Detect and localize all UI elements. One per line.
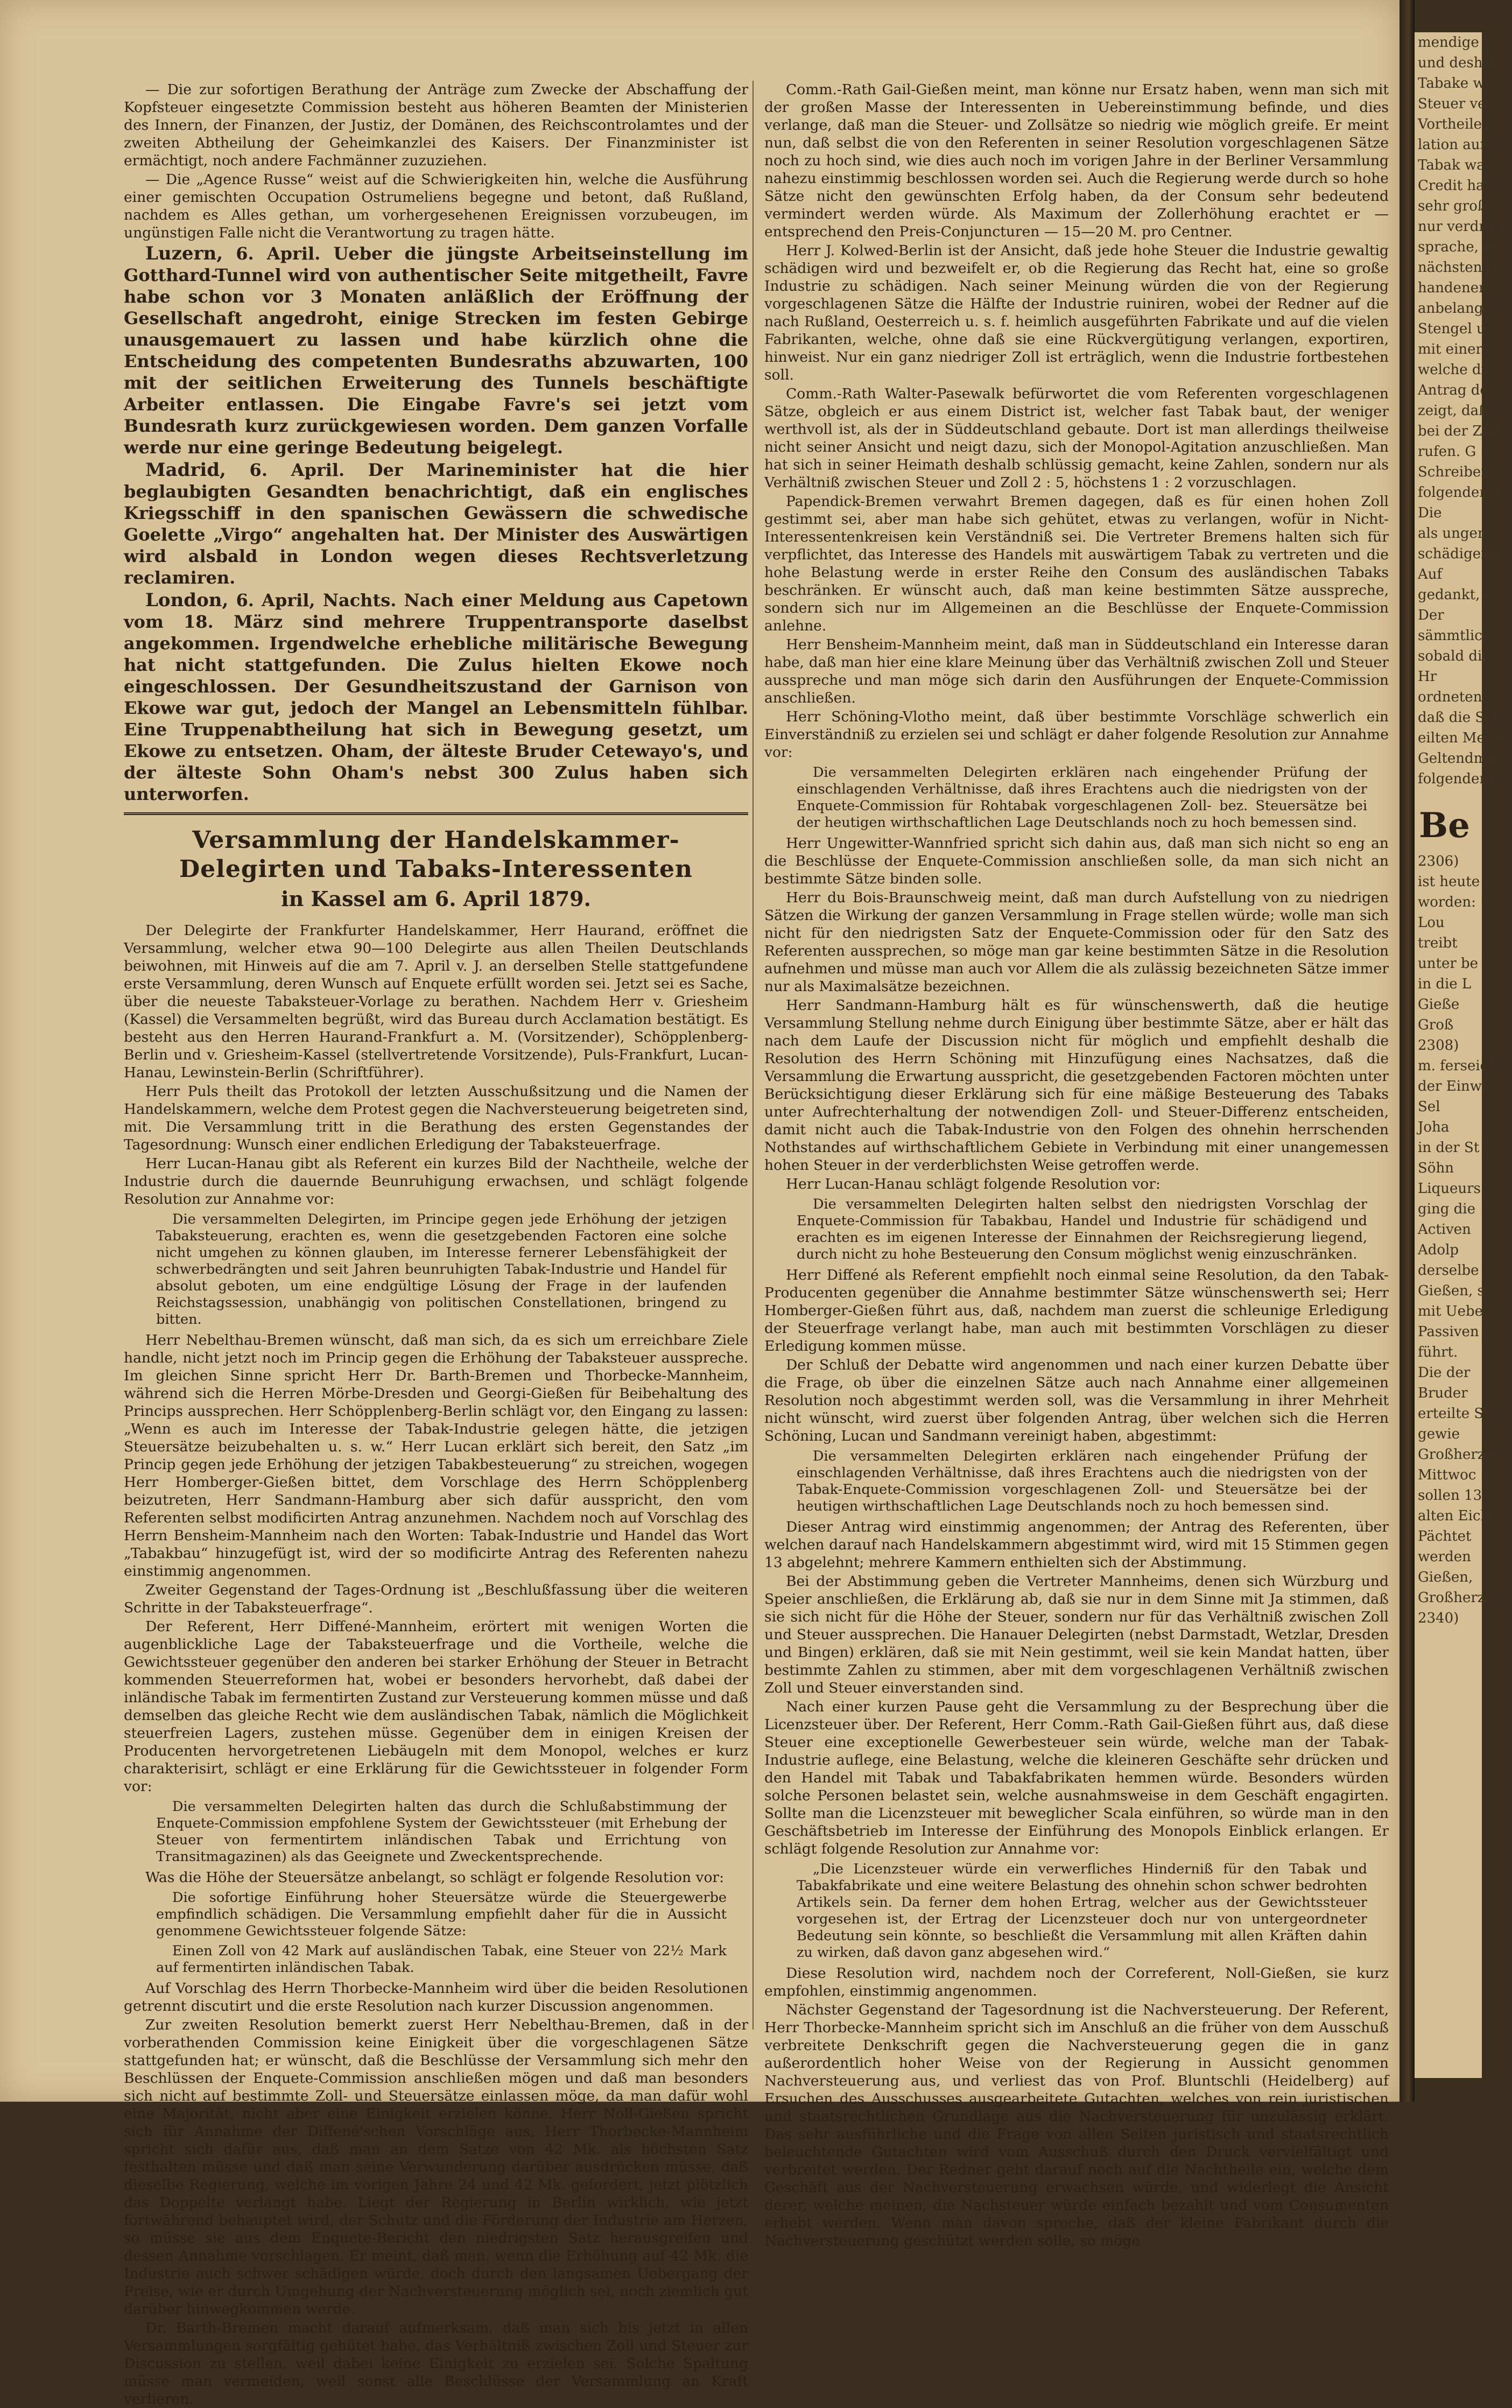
next-page-line: Steuer ver <box>1418 96 1493 112</box>
next-page-line: Gießen, <box>1418 1569 1473 1585</box>
next-page-line: sprache, zu <box>1418 239 1500 255</box>
left-column <box>124 81 748 2407</box>
section-rule <box>124 812 748 815</box>
next-page-line: treibt <box>1418 935 1458 951</box>
news-item <box>124 459 748 588</box>
paragraph: Dr. Barth-Bremen macht darauf aufmerksam, daß man sich bis jetzt in allen Versammlungen sorgfältig gehütet habe, das Verhältniß zwischen Zoll und Steuer zur Discussion zu stellen, weil dabei keine Einigkeit zu erzielen sei. Solche Spaltung müsse man vermeiden, weil sonst alle Beschlüsse der Versammlung an Kraft verlieren. <box>124 2320 748 2407</box>
next-page-line: Söhn <box>1418 1160 1454 1176</box>
next-page-line: mit einer <box>1418 341 1482 357</box>
resolution-quote: Einen Zoll von 42 Mark auf ausländischen Tabak, eine Steuer von 22½ Mark auf fermentirten inländischen Tabak. <box>156 1943 727 1976</box>
next-page-line: worden: <box>1418 894 1476 910</box>
paragraph: Der Delegirte der Frankfurter Handelskammer, Herr Haurand, eröffnet die Versammlung, welcher etwa 90—100 Delegirte aus allen Theilen Deutschlands beiwohnen, mit Hinweis auf die am 7. April v. J. an derselben Stelle stattgefundene erste Versammlung, deren Wunsch auf Enquete erfüllt worden sei. Jetzt sei es Sache, über die neueste Tabaksteuer-Vorlage zu berathen. Nachdem Herr v. Griesheim (Kassel) die Versammelten begrüßt, wird das Bureau durch Acclamation bestätigt. Es besteht aus den Herren Haurand-Frankfurt a. M. (Vorsitzender), Schöpplenberg-Berlin und v. Griesheim-Kassel (stellvertretende Vorsitzende), Puls-Frankfurt, Lucan-Hanau, Lewinstein-Berlin (Schriftführer). <box>124 922 748 1081</box>
next-page-line: Der <box>1418 607 1444 623</box>
news-item <box>124 171 748 242</box>
paragraph: Herr du Bois-Braunschweig meint, daß man durch Aufstellung von zu niedrigen Sätzen die Wirkung der ganzen Versammlung in Frage stellen würde; wolle man sich nicht für den niedrigsten Satz der Enquete-Commission oder für den Satz des Referenten aussprechen, so möge man gar keine bestimmten Sätze in die Resolution aufnehmen und müsse man auch vor Allem die als zulässig bezeichneten Sätze immer nur als Maximalsätze bezeichnen. <box>764 889 1389 995</box>
next-page-line: Tabake we <box>1418 75 1494 92</box>
next-page-ad-text <box>1415 851 1502 1628</box>
paragraph: Herr Nebelthau-Bremen wünscht, daß man sich, da es sich um erreichbare Ziele handle, nicht jetzt noch im Princip gegen die Erhöhung der Tabaksteuer ausspreche. Im gleichen Sinne spricht Herr Dr. Barth-Bremen und Thorbecke-Mannheim, während sich die Herren Mörbe-Dresden und Georgi-Gießen für Beibehaltung des Princips aussprechen. Herr Schöpplenberg-Berlin schlägt vor, den Eingang zu lassen: „Wenn es auch im Interesse der Tabak-Industrie gelegen hätte, die jetzigen Steuersätze beizubehalten u. s. w.“ Herr Lucan erklärt sich bereit, den Satz „im Princip gegen jede Erhöhung der jetzigen Tabakbesteuerung“ zu streichen, wogegen Herr Homberger-Gießen bittet, dem Vorschlage des Herrn Schöpplenberg beizutreten, Herr Sandmann-Hamburg aber sich dafür ausspricht, den vom Referenten selbst modificirten Antrag anzunehmen. Nachdem noch auf Vorschlag des Herrn Bensheim-Mannheim nach den Worten: Tabak-Industrie und Handel das Wort „Tabakbau“ hinzugefügt ist, wird der so modificirte Antrag des Referenten nahezu einstimmig angenommen. <box>124 1332 748 1579</box>
news-text: — Die zur sofortigen Berathung der Anträge zum Zwecke der Abschaffung der Kopfsteuer eingesetzte Commission besteht aus höheren Beamten der Ministerien des Innern, der Finanzen, der Justiz, der Domänen, des Reichscontrolamtes und der zweiten Abtheilung der Geheimkanzlei des Kaisers. Der Finanzminister ist ermächtigt, noch andere Fachmänner zuzuziehen. <box>124 81 748 169</box>
next-page-line: in die L <box>1418 976 1472 992</box>
next-page-line: sobald die G <box>1418 648 1506 664</box>
article-body-left <box>124 922 748 2408</box>
next-page-line: daß die Sch <box>1418 710 1502 726</box>
next-page-line: sehr große <box>1418 198 1495 214</box>
news-dateline: Luzern, <box>145 243 223 264</box>
news-item <box>124 81 748 170</box>
next-page-line: zeigt, daß <box>1418 403 1488 419</box>
right-column <box>764 81 1389 2249</box>
next-page-line: folgender Re <box>1418 771 1510 787</box>
next-page-line: Sel <box>1418 1099 1440 1115</box>
news-text: 6. April, Nachts. Nach einer Meldung aus Capetown vom 18. März sind mehrere Truppentransporte daselbst angekommen. Irgendwelche erhebliche militärische Bewegung hat nicht stattgefunden. Die Zulus hielten Ekowe noch eingeschlossen. Der Gesundheitszustand der Garnison von Ekowe war gut, jedoch der Mangel an Lebensmitteln fühlbar. Eine Truppenabtheilung hat sich in Bewegung gesetzt, um Ekowe zu entsetzen. Oham, der älteste Bruder Cetewayo's, und der älteste Sohn Oham's nebst 300 Zulus haben sich unterworfen. <box>124 590 748 804</box>
paragraph: Zur zweiten Resolution bemerkt zuerst Herr Nebelthau-Bremen, daß in der vorberathenden Commission keine Einigkeit über die vorgeschlagenen Sätze stattgefunden hat; er wünscht, daß die Beschlüsse der Versammlung sich mehr den Beschlüssen der Enquete-Commission anschließen mögen und daß man besonders sich nicht auf bestimmte Zoll- und Steuersätze einlassen möge, da man dafür wohl eine Majorität, nicht aber eine Einigkeit erzielen könne. Herr Noll-Gießen spricht sich für Annahme der Diffené'schen Vorschläge aus, Herr Thorbecke-Mannheim spricht sich dafür aus, daß man an dem Satze von 42 Mk. als höchsten Satz festhalten müsse und daß man seine Verwunderung darüber ausdrücken müsse, daß dieselbe Regierung, welche im vorigen Jahre 24 und 42 Mk. gefordert, jetzt plötzlich das Doppelte verlangt habe. Liegt der Regierung in Berlin wirklich, wie jetzt fortwährend behauptet wird, der Schutz und die Förderung der Industrie am Herzen, so müsse sie aus dem Enquete-Bericht den niedrigsten Satz herausgreifen und dessen Annahme vorschlagen. Er meint, daß man, wenn die Erhöhung auf 42 Mk. die Industrie auch schwer schädigen würde, doch durch den langsamen Uebergang der Preise, wie er durch Umgehung der Nachversteuerung möglich sei, noch ziemlich gut darüber hinwegkommen werde. <box>124 2017 748 2318</box>
paragraph: Herr Bensheim-Mannheim meint, daß man in Süddeutschland ein Interesse daran habe, daß man hier eine klare Meinung über das Verhältniß zwischen Zoll und Steuer ausspreche und man möge sich darin den Ausführungen der Enquete-Commission anschließen. <box>764 636 1389 706</box>
resolution-quote: Die sofortige Einführung hoher Steuersätze würde die Steuergewerbe empfindlich schädigen. Die Versammlung empfiehlt daher für die in Aussicht genommene Gewichtssteuer folgende Sätze: <box>156 1890 727 1939</box>
next-page-edge <box>1415 32 1512 2078</box>
next-page-line: Pächtet <box>1418 1528 1472 1545</box>
next-page-line: Die der <box>1418 1365 1471 1381</box>
next-page-line: Groß <box>1418 1017 1454 1033</box>
next-page-line: Hr <box>1418 669 1437 685</box>
next-page-line: der Einwo <box>1418 1078 1490 1094</box>
next-page-line: sollen 13 <box>1418 1487 1482 1504</box>
next-page-ad-heading: Be <box>1419 805 1470 846</box>
paragraph: Nächster Gegenstand der Tagesordnung ist die Nachversteuerung. Der Referent, Herr Thorbecke-Mannheim spricht sich im Anschluß an die früher von dem Ausschuß verbreitete Denkschrift gegen die Nachversteuerung gegen die in ganz außerordentlich hoher Weise von der Regierung in Aussicht genommen Nachversteuerung aus, und verliest das von Prof. Bluntschli (Heidelberg) auf Ersuchen des Ausschusses ausgearbeitete Gutachten, welches von rein juristischen und staatsrechtlichen Grundlage aus die Nachversteuerung für unzulässig erklärt. Das sehr ausführliche und die Frage von allen Seiten juristisch und staatsrechtlich beleuchtende Gutachten wird vom Ausschuß durch den Druck vervielfältigt und verbreitet werden. Der Redner geht darauf noch auf die Nachtheile ein, welche dem Geschäft aus der Nachversteuerung erwachsen würde, und widerlegt die Ansicht derer, welche meinen, die Nachsteuer würde einfach bezahlt und vom Consumenten erhebt werden. Wenn man davon spreche, daß der kleine Fabrikant durch die Nachversteuerung geschützt werden solle, so möge <box>764 2002 1389 2249</box>
next-page-line: 2308) <box>1418 1037 1459 1054</box>
next-page-line: ging die <box>1418 1201 1475 1217</box>
news-items <box>124 81 748 805</box>
paragraph: Comm.-Rath Walter-Pasewalk befürwortet die vom Referenten vorgeschlagenen Sätze, obgleich er aus einem District ist, welcher fast Tabak baut, der weniger werthvoll ist, als der in Süddeutschland gebaute. Dort ist man allerdings theilweise nicht seiner Ansicht und neigt dazu, sich der Monopol-Agitation anzuschließen. Man hat sich in seiner Heimath deshalb schlüssig gemacht, keine Zahlen, sondern nur als Verhältniß zwischen Steuer und Zoll 2 : 5, höchstens 1 : 2 vorzuschlagen. <box>764 385 1389 491</box>
next-page-line: Gießen, s <box>1418 1283 1485 1299</box>
next-page-line: Antrag der <box>1418 382 1495 398</box>
next-page-line: mit Uebe <box>1418 1303 1483 1319</box>
next-page-line: bei der Zeit <box>1418 423 1501 439</box>
next-page-line: anbelangt, <box>1418 300 1494 317</box>
resolution-quote: Die versammelten Delegirten halten das durch die Schlußabstimmung der Enquete-Commission empfohlene System der Gewichtssteuer (mit Erhebung der Steuer von fermentirtem inländischen Tabak und Errichtung von Transitmagazinen) als das Geeignete und Zweckentsprechende. <box>156 1799 727 1865</box>
next-page-line: ordneten sel <box>1418 689 1507 705</box>
next-page-line: erteilte S <box>1418 1406 1484 1422</box>
next-page-line: mendige S <box>1418 34 1493 51</box>
paragraph: Der Referent, Herr Diffené-Mannheim, erörtert mit wenigen Worten die augenblickliche Lage der Tabaksteuerfrage und die Vortheile, welche die Gewichtssteuer gegenüber den anderen bei starker Erhöhung der Steuer in Betracht kommenden Steuerreformen hat, wobei er besonders hervorhebt, daß dabei der inländische Tabak im fermentirten Zustand zur Versteuerung kommen müsse und daß demselben das gleiche Recht wie dem ausländischen Tabak, nämlich die Möglichkeit steuerfreien Lagers, zustehen müsse. Gegenüber dem in einigen Kreisen der Producenten hervorgetretenen Liebäugeln mit dem Monopol, welches er kurz charakterisirt, schlägt er eine Erklärung für die Gewichtssteuer in folgender Form vor: <box>124 1618 748 1795</box>
next-page-line: eilten Meinu <box>1418 730 1508 746</box>
next-page-line: welche die <box>1418 362 1494 378</box>
news-text: — Die „Agence Russe“ weist auf die Schwierigkeiten hin, welche die Ausführung einer gemischten Occupation Ostrumeliens begegne und betont, daß Rußland, nachdem es Alles gethan, um vorhergesehenen Ereignissen vorzubeugen, im ungünstigen Falle nicht die Verantwortung zu tragen hätte. <box>124 171 748 241</box>
next-page-line: unter be <box>1418 956 1479 972</box>
next-page-line: Stengel un <box>1418 321 1495 337</box>
paragraph: Papendick-Bremen verwahrt Bremen dagegen, daß es für einen hohen Zoll gestimmt sei, aber man habe sich gehütet, etwas zu verlangen, wofür in Nicht-Interessentenkreisen kein Verständniß sei. Die Vertreter Bremens halten sich für verpflichtet, das Interesse des Handels mit auswärtigem Tabak zu vertreten und die hohe Belastung werde in erster Reihe den Consum des ausländischen Tabaks beschränken. Er wünscht auch, daß man keine bestimmten Sätze ausspreche, sondern sich nur im Allgemeinen an die Beschlüsse der Enquete-Commission anlehne. <box>764 493 1389 634</box>
resolution-quote: Die versammelten Delegirten erklären nach eingehender Prüfung der einschlagenden Verhältnisse, daß ihres Erachtens auch die niedrigsten von der Enquete-Commission für Rohtabak vorgeschlagenen Zoll- bez. Steuersätze bei der heutigen wirthschaftlichen Lage Deutschlands noch zu hoch bemessen sind. <box>797 764 1367 831</box>
next-page-line: Joha <box>1418 1119 1450 1135</box>
paragraph: Comm.-Rath Gail-Gießen meint, man könne nur Ersatz haben, wenn man sich mit der großen Masse der Interessenten in Uebereinstimmung befinde, und dies verlange, daß man die Steuer- und Zollsätze so niedrig wie möglich greife. Er meint nun, daß selbst die von den Referenten in seiner Resolution vorgeschlagenen Sätze noch zu hoch sind, wie dies auch noch im vorigen Jahre in der Berliner Versammlung nahezu einstimmig beschlossen worden sei. Auch die Regierung werde durch so hohe Sätze nicht den gewünschten Erfolg haben, da der Consum sehr bedeutend vermindert werden würde. Als Maximum der Zollerhöhung erachtet er — entsprechend den Preis-Conjuncturen — 15—20 M. pro Centner. <box>764 81 1389 240</box>
next-page-line: rufen. G <box>1418 444 1476 460</box>
paragraph: Herr Schöning-Vlotho meint, daß über bestimmte Vorschläge schwerlich ein Einverständniß zu erzielen sei und schlägt er daher folgende Resolution zur Annahme vor: <box>764 708 1389 761</box>
next-page-line: Mittwoc <box>1418 1467 1476 1483</box>
next-page-line: alten Eich <box>1418 1508 1490 1524</box>
next-page-line: in der St <box>1418 1140 1480 1156</box>
paragraph: Was die Höhe der Steuersätze anbelangt, so schlägt er folgende Resolution vor: <box>145 1869 725 1886</box>
news-dateline: London, <box>145 589 229 611</box>
paragraph: Diese Resolution wird, nachdem noch der Correferent, Noll-Gießen, sie kurz empfohlen, einstimmig angenommen. <box>764 1965 1389 1999</box>
next-page-line: gedankt, ob <box>1418 587 1502 603</box>
next-page-line: lation auf <box>1418 137 1486 153</box>
column-rule <box>753 81 754 2030</box>
paragraph: Bei der Abstimmung geben die Vertreter Mannheims, denen sich Würzburg und Speier anschließen, die Erklärung ab, daß sie nur in dem Sinne mit Ja stimmen, daß sie sich nicht für die Höhe der Steuer, sondern nur für das Verhältniß zwischen Zoll und Steuer aussprechen. Die Hanauer Delegirten (nebst Darmstadt, Wetzlar, Dresden und Bingen) erklären, daß sie mit Nein gestimmt, weil sie kein Mandat hatten, über bestimmte Zahlen zu stimmen, aber mit dem vorgeschlagenen Verhältniß zwischen Zoll und Steuer einverstanden sind. <box>764 1573 1389 1696</box>
news-item <box>124 589 748 805</box>
news-text: 6. April. Ueber die jüngste Arbeitseinstellung im Gotthard-Tunnel wird von authentischer Seite mitgetheilt, Favre habe schon vor 3 Monaten anläßlich der Eröffnung der Gesellschaft angedroht, einige Strecken im festen Gebirge unausgemauert zu lassen und habe kürzlich ohne die Entscheidung des competenten Bundesraths abzuwarten, 100 mit der seitlichen Erweiterung des Tunnels beschäftigte Arbeiter entlassen. Die Eingabe Favre's sei jetzt vom Bundesrath kurz zurückgewiesen worden. Dem ganzen Vorfalle werde nur eine geringe Bedeutung beigelegt. <box>124 243 748 458</box>
next-page-line: Passiven <box>1418 1324 1479 1340</box>
next-page-line: Adolp <box>1418 1242 1459 1258</box>
paragraph: Dieser Antrag wird einstimmig angenommen; der Antrag des Referenten, über welchen darauf nach Handelskammern abgestimmt wird, wird mit 15 Stimmen gegen 13 abgelehnt; mehrere Kammern enthielten sich der Abstimmung. <box>764 1519 1389 1571</box>
article-body-right <box>764 81 1389 2250</box>
paragraph: Der Schluß der Debatte wird angenommen und nach einer kurzen Debatte über die Frage, ob über die einzelnen Sätze auch nach Annahme einer allgemeinen Resolution noch abgestimmt werden soll, was die Versammlung in ihrer Mehrheit nicht wünscht, wird zuerst über folgenden Antrag, über welchen sich die Herren Schöning, Lucan und Sandmann vereinigt haben, abgestimmt: <box>764 1357 1389 1444</box>
resolution-quote: „Die Licenzsteuer würde ein verwerfliches Hinderniß für den Tabak und Tabakfabrikate und eine weitere Belastung des ohnehin schon schwer bedrohten Artikels sein. Da ferner dem hohen Ertrag, welcher aus der Gewichtssteuer vorgesehen ist, der Ertrag der Licenzsteuer doch nur von untergeordneter Bedeutung sein könnte, so beschließt die Versammlung mit allen Kräften dahin zu wirken, daß davon ganz abgesehen wird.“ <box>797 1861 1367 1961</box>
next-page-line: Credit habe <box>1418 178 1502 194</box>
next-page-line: Großherzog <box>1418 1447 1502 1463</box>
paragraph: Herr Ungewitter-Wannfried spricht sich dahin aus, daß man sich nicht so eng an die Beschlüsse der Enquete-Commission anschließen solle, da man sich nicht an bestimmte Sätze binden solle. <box>764 835 1389 887</box>
paragraph: Herr J. Kolwed-Berlin ist der Ansicht, daß jede hohe Steuer die Industrie gewaltig schädigen wird und bezweifelt er, ob die Regierung das Recht hat, eine so große Industrie zu schädigen. Nach seiner Meinung würden die von der Regierung vorgeschlagenen Sätze die Hälfte der Industrie ruiniren, wobei der Redner auf die nach Rußland, Oesterreich u. s. f. heimlich ausgeführten Fabrikate und auf die vielen Fabrikanten, welche, ohne daß sie eine Rückvergütigung verlangen, exportiren, hinweist. Nur ein ganz niedriger Zoll ist erträglich, wenn die Industrie fortbestehen soll. <box>764 242 1389 383</box>
paragraph: Nach einer kurzen Pause geht die Versammlung zu der Besprechung über die Licenzsteuer über. Der Referent, Herr Comm.-Rath Gail-Gießen führt aus, daß diese Steuer eine exceptionelle Gewerbesteuer sein würde, welche man der Tabak-Industrie auflege, eine Belastung, welche die kleineren Geschäfte sehr drücken und den Handel mit Tabak und Tabakfabrikaten hemmen würde. Besonders würden solche Personen belastet sein, welche ausnahmsweise in dem Geschäft engagirten. Sollte man die Licenzsteuer mit beweglicher Scala einführen, so würde man in den Geschäftsbetrieb im Interesse der Einführung des Monopols Einblick erlangen. Er schlägt folgende Resolution zur Annahme vor: <box>764 1698 1389 1857</box>
news-text: 6. April. Der Marineminister hat die hier beglaubigten Gesandten benachrichtigt, daß ein englisches Kriegsschiff in den spanischen Gewässern die schwedische Goelette „Virgo“ angehalten hat. Der Minister des Auswärtigen wird alsbald in London wegen dieses Rechtsverletzung reclamiren. <box>124 460 748 588</box>
next-page-line: nur verdräng <box>1418 219 1512 235</box>
next-page-line: sämmtlicher <box>1418 628 1507 644</box>
article-heading: Versammlung der Handelskammer-Delegirten und Tabaks-Interessenten <box>179 826 693 883</box>
next-page-line: Vortheile z <box>1418 116 1494 132</box>
next-page-line: als ungerec <box>1418 525 1501 542</box>
next-page-line: schädigend <box>1418 546 1499 562</box>
news-dateline: Madrid, <box>145 459 226 481</box>
next-page-line: derselbe <box>1418 1262 1479 1279</box>
next-page-line: handenen V <box>1418 280 1502 296</box>
next-page-line: führt. <box>1418 1344 1458 1360</box>
next-page-line: Bruder <box>1418 1385 1468 1401</box>
next-page-line: Liqueurs <box>1418 1181 1481 1197</box>
next-page-line: nächsten Jal <box>1418 259 1505 276</box>
next-page-line: 2306) <box>1418 853 1459 869</box>
resolution-quote: Die versammelten Delegirten erklären nach eingehender Prüfung der einschlagenden Verhältnisse, daß ihres Erachtens auch die niedrigsten von der Tabak-Enquete-Commission vorgeschlagenen Zoll- und Steuersätze bei der heutigen wirthschaftlichen Lage Deutschlands noch zu hoch bemessen sind. <box>797 1448 1367 1514</box>
next-page-line: Activen <box>1418 1221 1471 1238</box>
paragraph: Auf Vorschlag des Herrn Thorbecke-Mannheim wird über die beiden Resolutionen getrennt discutirt und die erste Resolution nach kurzer Discussion angenommen. <box>124 1980 748 2014</box>
book-gutter <box>1400 0 1415 2102</box>
article-subheading: in Kassel am 6. April 1879. <box>281 887 591 911</box>
paragraph: Zweiter Gegenstand der Tages-Ordnung ist „Beschlußfassung über die weiteren Schritte in der Tabaksteuerfrage“. <box>124 1582 748 1616</box>
next-page-line: 2340) <box>1418 1610 1459 1626</box>
paragraph: Herr Lucan-Hanau schlägt folgende Resolution vor: <box>786 1176 1161 1192</box>
next-page-line: m. ferseich <box>1418 1058 1497 1074</box>
next-page-line: und deshal <box>1418 55 1496 71</box>
next-page-line: Schreiben d <box>1418 464 1503 480</box>
next-page-line: Lou <box>1418 915 1445 931</box>
next-page-line: Geltendmach <box>1418 750 1512 767</box>
paragraph: Herr Diffené als Referent empfiehlt noch einmal seine Resolution, da den Tabak-Producenten gegenüber die Annahme bestimmter Sätze wünschenswerth sei; Herr Homberger-Gießen führt aus, daß, nachdem man zuerst die schleunige Erledigung der Steuerfrage verlangt habe, man auch mit bestimmten Vorschlägen zu dieser Erledigung kommen müsse. <box>764 1267 1389 1354</box>
next-page-line: folgender A <box>1418 485 1501 501</box>
next-page-line: Großherzog <box>1418 1590 1502 1606</box>
next-page-line: werden <box>1418 1549 1471 1565</box>
resolution-quote: Die versammelten Delegirten halten selbst den niedrigsten Vorschlag der Enquete-Commission für Tabakbau, Handel und Industrie für schädigend und erachten es im eigenen Interesse der Einnahmen der Reichsregierung liegend, durch nicht zu hohe Besteuerung den Consum möglichst wenig einzuschränken. <box>797 1196 1367 1262</box>
next-page-line: Tabak war <box>1418 157 1492 173</box>
next-page-line: ist heute <box>1418 874 1480 890</box>
paragraph: Herr Sandmann-Hamburg hält es für wünschenswerth, daß die heutige Versammlung Stellung nehme durch Einigung über bestimmte Sätze, aber er hält das nach dem Laufe der Discussion nicht für möglich und empfiehlt deshalb die Resolution des Herrn Schöning mit Hinzufügung eines Nachsatzes, daß die Versammlung die Erwartung ausspricht, die gesetzgebenden Factoren möchten unter Berücksichtigung dieser Erklärung sich für eine mäßige Besteuerung des Tabaks unter Aufrechterhaltung der notwendigen Zoll- und Steuer-Differenz entscheiden, damit nicht auch die Tabak-Industrie von den Folgen des ohnehin herrschenden Nothstandes auf wirthschaftlichem Gebiete in Verbindung mit einer unangemessen hohen Steuer in der verderblichsten Weise getroffen werde. <box>764 997 1389 1174</box>
next-page-line: gewie <box>1418 1426 1460 1442</box>
next-page-line: Gieße <box>1418 996 1460 1013</box>
paragraph: Herr Puls theilt das Protokoll der letzten Ausschußsitzung und die Namen der Handelskammern, welche dem Protest gegen die Nachversteuerung beigetreten sind, mit. Die Versammlung tritt in die Berathung des ersten Gegenstandes der Tagesordnung: Wunsch einer endlichen Erledigung der Tabaksteuerfrage. <box>124 1083 748 1153</box>
paragraph: Herr Lucan-Hanau gibt als Referent ein kurzes Bild der Nachtheile, welche der Industrie durch die dauernde Beunruhigung erwachsen, und schlägt folgende Resolution zur Annahme vor: <box>124 1155 748 1207</box>
resolution-quote: Die versammelten Delegirten, im Principe gegen jede Erhöhung der jetzigen Tabaksteuerung, erachten es, wenn die gesetzgebenden Factoren eine solche nicht umgehen zu können glauben, im Interesse fernerer Lebensfähigkeit der schwerbedrängten und seit Jahren beunruhigten Tabak-Industrie und Handel für absolut geboten, um eine endgültige Lösung der Frage in der laufenden Reichstagssession, unabhängig von politischen Constellationen, bringend zu bitten. <box>156 1211 727 1328</box>
next-page-line: Die <box>1418 505 1442 521</box>
news-item <box>124 243 748 458</box>
next-page-line: Auf <box>1418 566 1443 582</box>
next-page-text <box>1415 32 1512 789</box>
